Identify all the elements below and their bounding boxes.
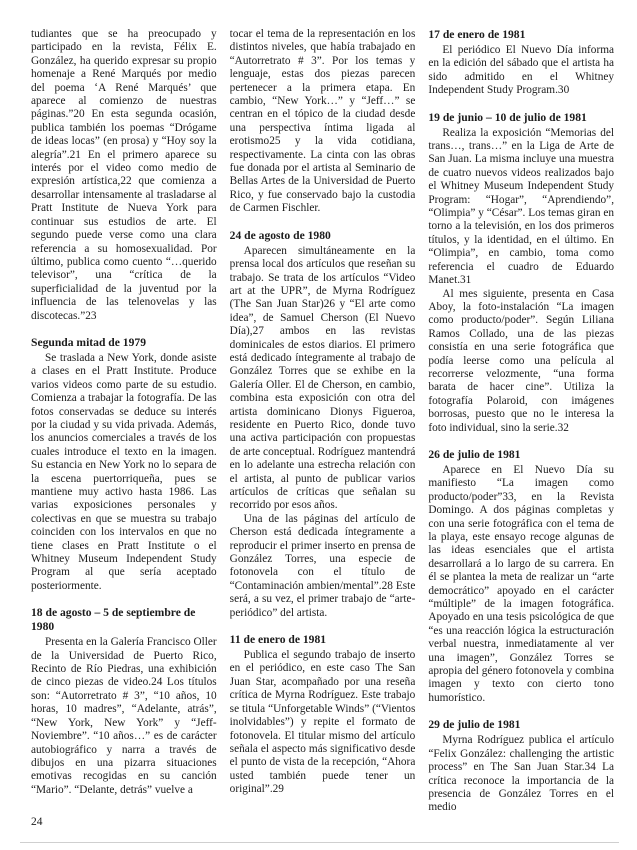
column-right [428,28,614,818]
paragraph: Myrna Rodríguez publica el artículo “Felix González: challenging the artistic process” en The San Juan Star.34 La crítica reconoce la importancia de la presencia de González Torres en el medio [428,734,615,814]
paragraph-continued: tocar el tema de la representación en los distintos niveles, que había trabajado en “Autorretrato # 3”. Por los temas y lenguaje, estas dos piezas parecen pertenecer a la primera etapa. En cambio, “New York…” y “Jeff…” se centran en el tópico de la ciudad desde una perspectiva íntima ligada al erotismo25 y la vida cotidiana, respectivamente. La cinta con las obras fue donada por el artista al Seminario de Bellas Artes de la Universidad de Puerto Rico, y fue conservado bajo la custodia de Carmen Fischler. [229,28,416,215]
paragraph: Aparece en El Nuevo Día su manifiesto “La imagen como producto/poder”33, en la Revista Domingo. A dos páginas completas y con una serie fotográfica con el tema de la playa, este ensayo recoge algunas de las ideas esenciales que el artista desarrollará a lo largo de su carrera. En él se plantea la meta de realizar un “arte democrático” apoyado en el carácter “múltiple” de la imagen fotográfica. Apoyado en una tesis psicológica de que “es una reacción lógica la estructuración verbal nuestra, inmediatamente al ver una imagen”, González Torres se apropia del género fotonovela y combina imagen y texto con cierto tono humorístico. [428,463,615,704]
section-heading: 11 de enero de 1981 [229,633,327,647]
paragraph: Una de las páginas del artículo de Cherson está dedicada íntegramente a reproducir el primer inserto en prensa de González Torres, una especie de fotonovela con el título de “Contaminación ambien/mental”.28 Este será, a su vez, el primer trabajo de “arte-periódico” del artista. [229,512,416,619]
section-heading: 19 de junio – 10 de julio de 1981 [428,110,587,124]
section-heading: 24 de agosto de 1980 [229,228,331,242]
section-heading: 29 de julio de 1981 [428,718,521,732]
section-heading: 17 de enero de 1981 [428,28,526,41]
column-middle [230,28,416,818]
paragraph: Se traslada a New York, donde asiste a clases en el Pratt Institute. Produce varios videos como parte de su estudio. Comienza a trabajar la fotografía. De las fotos conservadas se deduce su interés por la ciudad y su vida privada. Además, los anuncios comerciales a través de los cuales introduce el texto en la imagen. Su estancia en New York no lo separa de la escena puertorriqueña, pues se mantiene muy activo hasta 1986. Las varias exposiciones personales y colectivas en que se muestra su trabajo coinciden con los intervalos en que no tiene clases en Pratt Institute o el Whitney Museum Independent Study Program al que sería aceptado posteriormente. [31,351,217,592]
paragraph: Realiza la exposición “Memorias del trans…, trans…” en la Liga de Arte de San Juan. La misma incluye una muestra de cuatro nuevos videos realizados bajo el Whitney Museum Independent Study Program: “Hogar”, “Aprendiendo”, “Olimpia” y “César”. Los temas giran en torno a la televisión, en los dos primeros títulos, y la identidad, en el último. En “Olimpia”, en cambio, toma como referencia el cuadro de Eduardo Manet.31 [428,126,615,287]
page-number: 24 [31,816,43,828]
paragraph: Al mes siguiente, presenta en Casa Aboy, la foto-instalación “La imagen como producto/poder”. Según Liliana Ramos Collado, una de las piezas consistía en una serie fotográfica que podía leerse como una película al recorrerse velozmente, “una forma barata de hacer cine”. Utiliza la fotografía Polaroid, con imágenes borrosas, puesto que no le interesa la foto individual, sino la serie.32 [428,287,615,434]
section-heading: 26 de julio de 1981 [428,447,521,461]
paragraph: Presenta en la Galería Francisco Oller de la Universidad de Puerto Rico, Recinto de Río Piedras, una exhibición de cinco piezas de video.24 Los títulos son: “Autorretrato # 3”, “10 años, 10 horas, 10 madres”, “Adelante, atrás”, “New York, New York” y “Jeff-Noviembre”. “10 años…” es de carácter autobiográfico y narra a través de dibujos en una pizarra situaciones emotivas recogidas en su canción “Mario”. “Delante, detrás” vuelve a [31,636,217,796]
bottom-divider [20,842,619,843]
section-heading: Segunda mitad de 1979 [31,335,146,349]
section-heading: 18 de agosto – 5 de septiembre de 1980 [31,606,196,634]
paragraph: Aparecen simultáneamente en la prensa local dos artículos que reseñan su trabajo. Se trata de los artículos “Video art at the UPR”, de Myrna Rodríguez (The San Juan Star)26 y “El arte como idea”, de Samuel Cherson (El Nuevo Día),27 ambos en las revistas dominicales de estos diarios. El primero está dedicado íntegramente al trabajo de González Torres que se exhibe en la Galería Oller. El de Cherson, en cambio, combina esta exposición con otra del artista dominicano Dionys Figueroa, residente en Puerto Rico, donde tuvo una activa participación con propuestas de arte conceptual. Rodríguez mantendrá en lo adelante una estrecha relación con el artista, al punto de publicar varios artículos de críticas que señalan su recorrido por esos años. [229,244,416,512]
paragraph-continued: tudiantes que se ha preocupado y participado en la revista, Félix E. González, ha querido expresar su propio homenaje a René Marqués por medio del poema ‘A René Marqués’ que aparece al comienzo de nuestras páginas.”20 En esta segunda ocasión, publica también los poemas “Drógame de ideas locas” (en prosa) y “Hoy soy la alegría”.21 En el primero aparece su interés por el video como medio de expresión artística,22 que comienza a desarrollar intensamente al trasladarse al Pratt Institute de Nueva York para continuar sus estudios de arte. El segundo puede verse como una clara referencia a su homosexualidad. Por último, publica como cuento “…querido televisor”, una “crítica de la superficialidad de la juventud por la influencia de las telenovelas y las discotecas.”23 [31,28,217,322]
paragraph: El periódico El Nuevo Día informa en la edición del sábado que el artista ha sido admitido en el Whitney Independent Study Program.30 [428,44,615,97]
column-left [31,28,217,818]
paragraph: Publica el segundo trabajo de inserto en el periódico, en este caso The San Juan Star, acompañado por una reseña crítica de Myrna Rodríguez. Este trabajo se titula “Unforgetable Winds” (“Vientos inolvidables”) y repite el formato de fotonovela. El titular mismo del artículo señala el aspecto más significativo desde el punto de vista de la recepción, “Ahora usted también puede tener un original”.29 [229,649,416,796]
page-body [31,28,614,818]
